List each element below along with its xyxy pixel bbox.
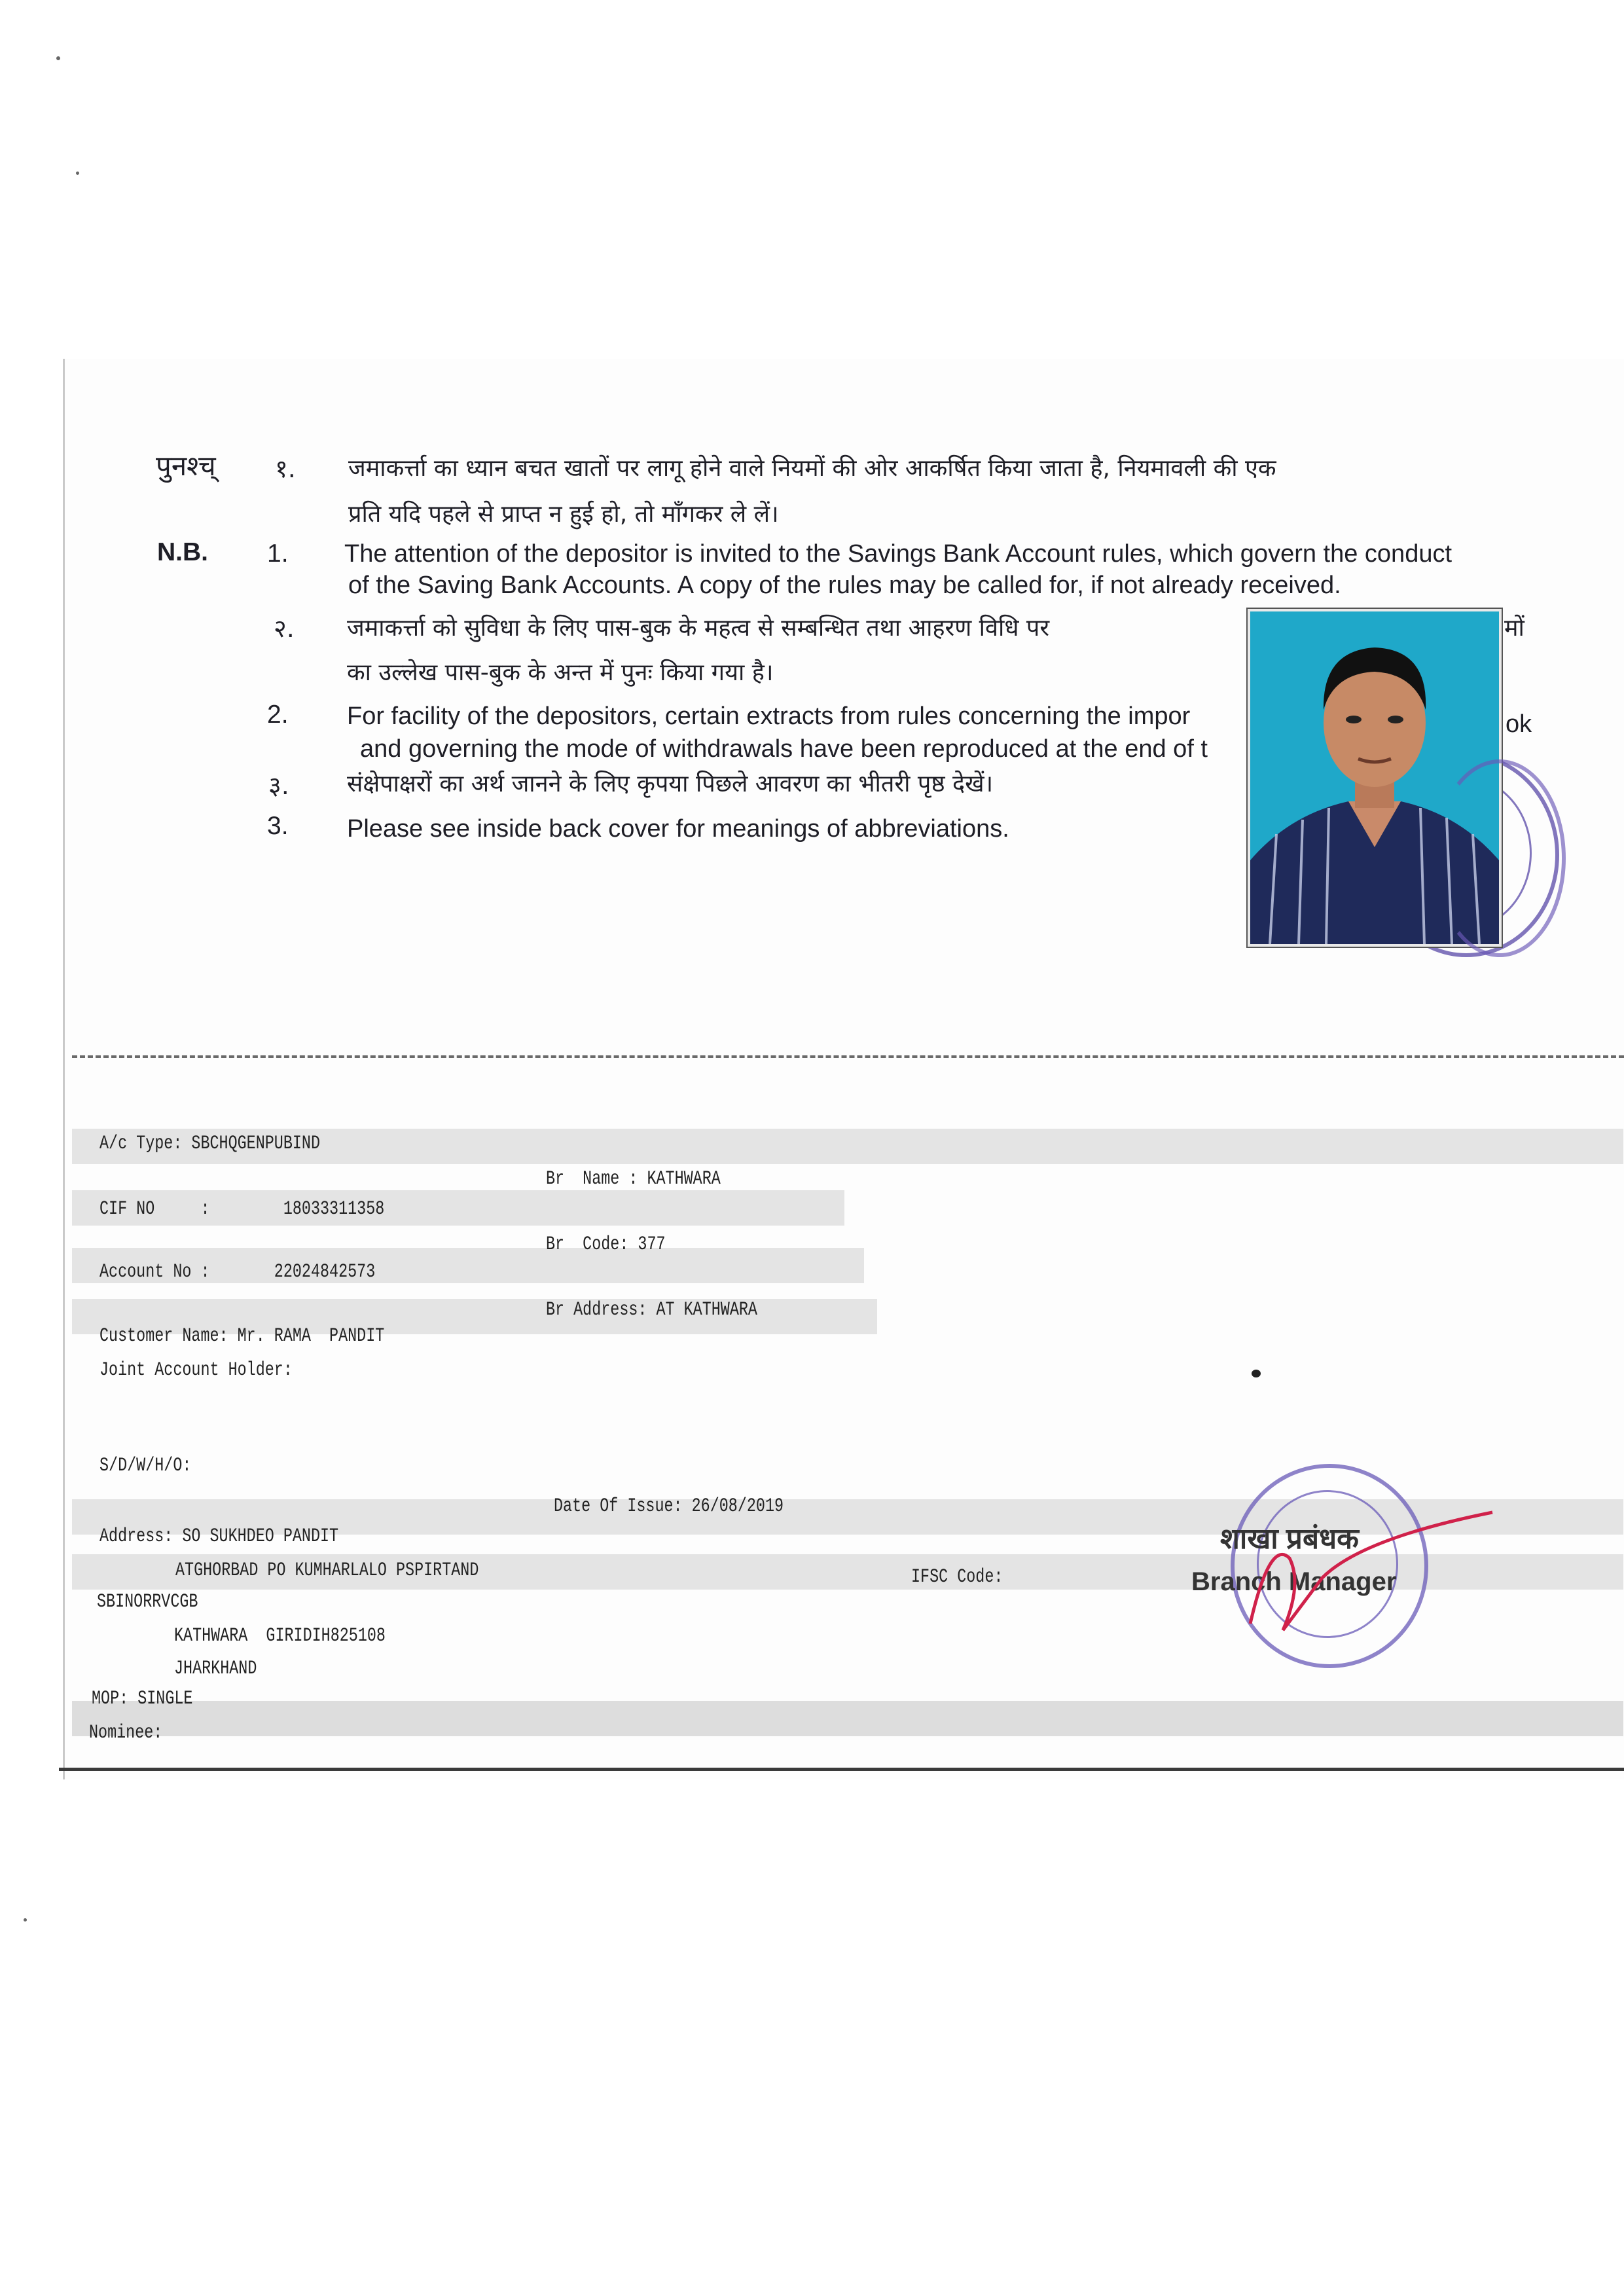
- address-line-5: JHARKHAND: [174, 1658, 257, 1680]
- note-2-hi-line1: जमाकर्त्ता को सुविधा के लिए पास-बुक के महत्व से सम्बन्धित तथा आहरण विधि पर: [347, 615, 1050, 642]
- ac-type: A/c Type: SBCHQGENPUBIND: [99, 1133, 321, 1155]
- note-3-en-line1: Please see inside back cover for meanings of abbreviations.: [347, 815, 1009, 843]
- note-1-hi-line2: प्रति यदि पहले से प्राप्त न हुई हो, तो माँगकर ले लें।: [348, 501, 779, 528]
- manager-signature: [1231, 1499, 1506, 1650]
- address-line-1: Address: SO SUKHDEO PANDIT: [99, 1525, 339, 1548]
- address-line-2: ATGHORBAD PO KUMHARLALO PSPIRTAND: [175, 1559, 479, 1582]
- note-3-hi-num: ३.: [268, 771, 289, 800]
- speck: [56, 56, 60, 60]
- note-1-hi-line1: जमाकर्त्ता का ध्यान बचत खातों पर लागू होने वाले नियमों की ओर आकर्षित किया जाता है, नियमावली की एक: [348, 455, 1276, 482]
- joint-account-holder: Joint Account Holder:: [99, 1359, 293, 1381]
- branch-manager-hindi: शाखा प्रबंधक: [1220, 1523, 1359, 1555]
- note-3-hi-line1: संक्षेपाक्षरों का अर्थ जानने के लिए कृपया पिछले आवरण का भीतरी पृष्ठ देखें।: [347, 771, 994, 797]
- note-2-hi-num: २.: [274, 614, 295, 643]
- note-2-en-line1: For facility of the depositors, certain extracts from rules concerning the impor: [347, 702, 1191, 730]
- speck: [76, 172, 79, 175]
- nb-english-label: N.B.: [157, 538, 208, 566]
- note-2-en-num: 2.: [267, 701, 289, 729]
- branch-name: Br Name : KATHWARA: [546, 1168, 721, 1190]
- note-3-en-num: 3.: [267, 812, 289, 840]
- branch-stamp-photo: [1434, 759, 1566, 957]
- ifsc-code: IFSC Code:: [911, 1566, 1003, 1588]
- branch-manager-english: Branch Manager: [1191, 1567, 1397, 1596]
- note-2-hi-tail: मों: [1504, 615, 1525, 642]
- note-2-en-line2: and governing the mode of withdrawals have been reproduced at the end of t: [360, 735, 1208, 763]
- fold-line: [72, 1055, 1624, 1058]
- note-1-en-num: 1.: [267, 539, 289, 568]
- note-2-hi-line2: का उल्लेख पास-बुक के अन्त में पुनः किया गया है।: [347, 659, 774, 686]
- address-line-4: KATHWARA GIRIDIH825108: [174, 1625, 386, 1647]
- cif-number: CIF NO : 18033311358: [99, 1198, 385, 1220]
- nb-hindi-label: पुनश्च्: [156, 450, 216, 482]
- print-band: [72, 1701, 1623, 1736]
- account-number: Account No : 22024842573: [99, 1261, 376, 1283]
- mop: MOP: SINGLE: [92, 1688, 193, 1710]
- speck: [1252, 1370, 1261, 1377]
- note-1-en-line2: of the Saving Bank Accounts. A copy of the rules may be called for, if not already received.: [348, 572, 1341, 599]
- note-1-en-line1: The attention of the depositor is invited to the Savings Bank Account rules, which govern the conduct: [344, 540, 1453, 568]
- note-2-en-tail: ok: [1506, 710, 1532, 738]
- address-line-3: SBINORRVCGB: [97, 1591, 198, 1613]
- date-of-issue: Date Of Issue: 26/08/2019: [554, 1495, 784, 1518]
- note-1-hi-num: १.: [275, 454, 296, 483]
- customer-name: Customer Name: Mr. RAMA PANDIT: [99, 1325, 385, 1347]
- page-bottom-edge: [59, 1768, 1624, 1771]
- relation-label: S/D/W/H/O:: [99, 1455, 192, 1477]
- branch-code: Br Code: 377: [546, 1233, 666, 1256]
- branch-address: Br Address: AT KATHWARA: [546, 1299, 757, 1321]
- nominee: Nominee:: [89, 1722, 163, 1744]
- speck: [24, 1918, 27, 1922]
